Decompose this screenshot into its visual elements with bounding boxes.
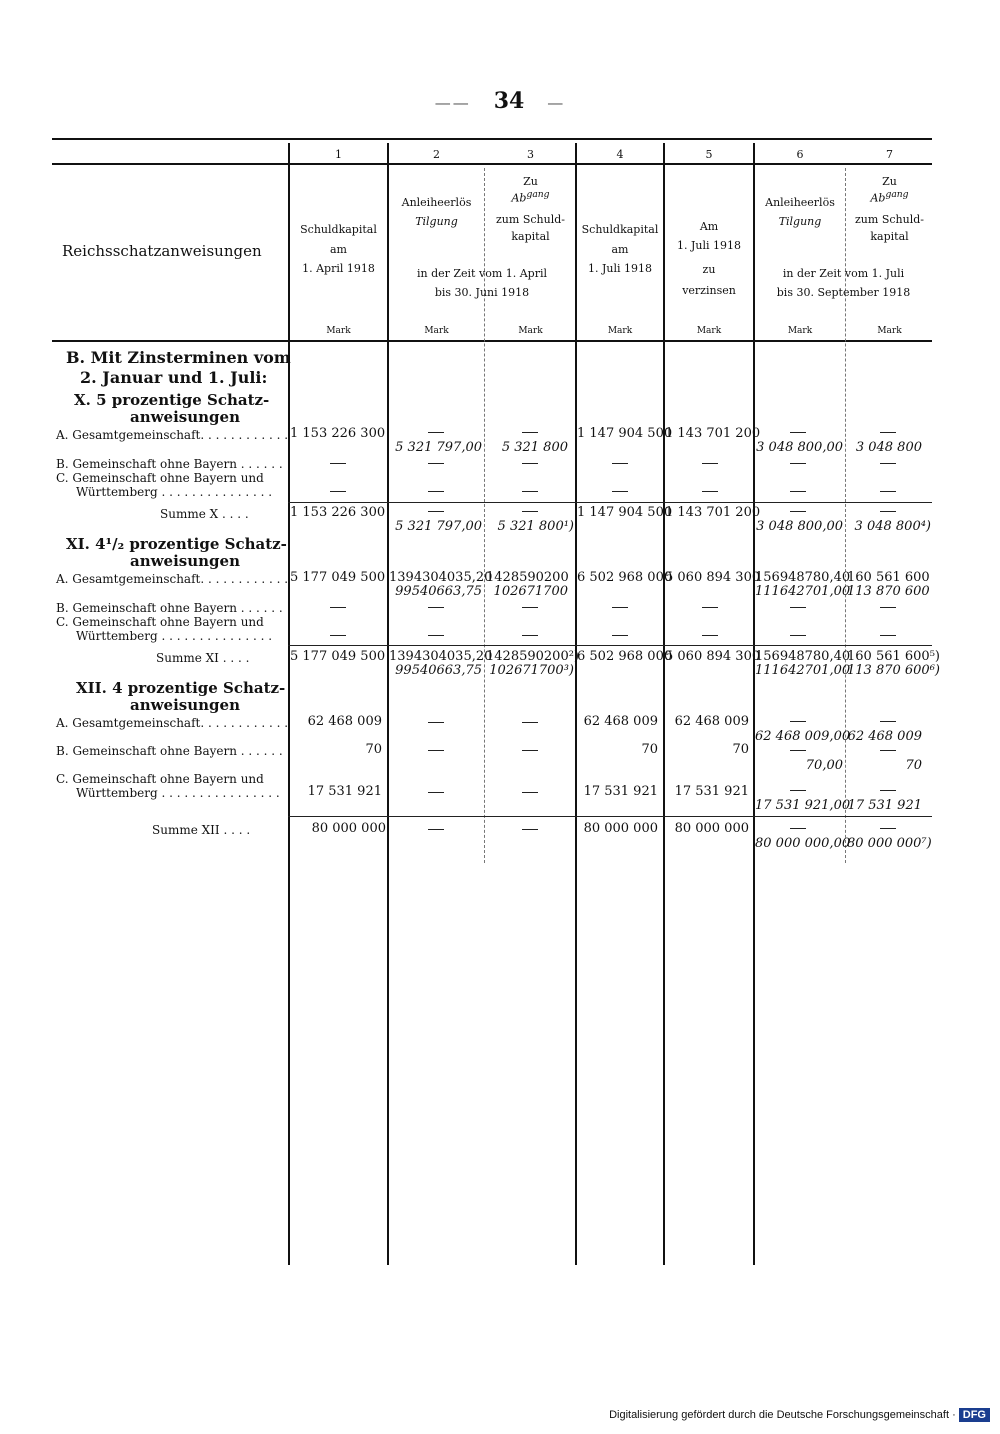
xii-sum-c1: 80 000 000 [311, 821, 386, 836]
xii-a-c6: 62 468 009,00 [755, 729, 851, 744]
unit-1: Mark [326, 326, 351, 336]
x-a-c4: 1 147 904 500 [577, 426, 673, 441]
xi-b-c1-dash [330, 607, 346, 608]
xii-sum-c6-dash [790, 828, 806, 829]
h5-l1: Am [699, 220, 719, 233]
unit-2: Mark [424, 326, 449, 336]
xii-a-c1: 62 468 009 [307, 714, 382, 729]
h1-l1: Schuldkapital [300, 223, 377, 236]
xi-c-c4-dash [612, 635, 628, 636]
unit-5: Mark [696, 326, 722, 336]
x-sum-c3: 5 321 800¹) [497, 519, 574, 534]
sec-xi-line1: XI. 4¹/₂ prozentige Schatz- [66, 535, 287, 553]
xii-c-c4: 17 531 921 [583, 784, 658, 799]
xi-b-c2-dash [428, 607, 444, 608]
col-num-7: 7 [886, 148, 893, 161]
x-sum-c1: 1 153 226 300 [290, 505, 386, 520]
col-rule-4 [575, 143, 577, 1265]
xi-a-c1: 5 177 049 500 [290, 570, 386, 585]
xi-c-c1-dash [330, 635, 346, 636]
xi-a-c3: 1428590200 [486, 570, 569, 585]
xii-a-c4: 62 468 009 [583, 714, 658, 729]
x-b-c4-dash [612, 463, 628, 464]
xi-label-c1: C. Gemeinschaft ohne Bayern und [56, 615, 264, 629]
xii-label-a: A. Gesamtgemeinschaft. . . . . . . . . . . . [56, 716, 289, 730]
x-c-c1-dash [330, 491, 346, 492]
xi-sum-c6: 156948780,40 [755, 649, 851, 664]
xi-sum-c2: 1394304035,20 [389, 649, 493, 664]
xi-sum-c3-bot: 102671700³) [489, 663, 574, 678]
x-sum-c6-dash [790, 511, 806, 512]
xi-c-c6-dash [790, 635, 806, 636]
xii-b-c6: 70,00 [805, 758, 843, 773]
xi-sum-c2-bot: 99540663,75 [395, 663, 482, 678]
h5-l4: verzinsen [682, 284, 736, 297]
x-b-c5-dash [702, 463, 718, 464]
h1-l2: am [330, 243, 347, 256]
xii-c-c5: 17 531 921 [674, 784, 749, 799]
x-a-c1: 1 153 226 300 [290, 426, 386, 441]
x-a-c3-dash [522, 432, 538, 433]
x-c-c4-dash [612, 491, 628, 492]
xii-b-c5: 70 [732, 742, 749, 757]
xi-a-c7: 160 561 600 [847, 570, 930, 585]
x-sum-c2: 5 321 797,00 [395, 519, 482, 534]
xi-a-c4: 6 502 968 000 [577, 570, 673, 585]
footer-text: Digitalisierung gefördert durch die Deutsche Forschungsgemeinschaft [609, 1409, 950, 1421]
xii-sum-c2-dash [428, 829, 444, 830]
x-a-c6-dash [790, 432, 806, 433]
xii-sum-c6: 80 000 000,00 [755, 836, 851, 851]
footer-credit: Digitalisierung gefördert durch die Deutsche Forschungsgemeinschaft · DFG [609, 1408, 990, 1422]
col-num-5: 5 [705, 148, 713, 161]
x-a-c7: 3 048 800 [855, 440, 922, 455]
x-c-c7-dash [880, 491, 896, 492]
x-c-c6-dash [790, 491, 806, 492]
x-label-c1: C. Gemeinschaft ohne Bayern und [56, 471, 264, 485]
h23-span-1: in der Zeit vom 1. April [416, 267, 548, 280]
xi-a-c5: 5 060 894 300 [665, 570, 761, 585]
h3-ab: $Ab^{gang}$ [511, 189, 550, 205]
x-c-c3-dash [522, 491, 538, 492]
section-b-line2: 2. Januar und 1. Juli: [80, 368, 268, 387]
col-rule-2 [387, 143, 389, 1265]
h3-l2: kapital [511, 230, 550, 243]
h7-l1: zum Schuld- [855, 213, 924, 226]
x-b-c3-dash [522, 463, 538, 464]
xii-label-c1: C. Gemeinschaft ohne Bayern und [56, 772, 264, 786]
xii-sum-c3-dash [522, 829, 538, 830]
h67-span-1: in der Zeit vom 1. Juli [782, 267, 905, 280]
sec-x-line1: X. 5 prozentige Schatz- [74, 391, 270, 409]
xii-a-c5: 62 468 009 [674, 714, 749, 729]
section-b-line1: B. Mit Zinsterminen vom [66, 348, 291, 367]
x-sum-rule [288, 502, 932, 503]
xii-label-b: B. Gemeinschaft ohne Bayern . . . . . . [56, 744, 283, 758]
xi-sum-rule [288, 645, 932, 646]
x-a-c2: 5 321 797,00 [395, 440, 482, 455]
xii-b-c6-dash [790, 750, 806, 751]
xi-b-c3-dash [522, 607, 538, 608]
xi-c-c7-dash [880, 635, 896, 636]
header-bottom-rule [52, 340, 932, 342]
col-num-1: 1 [335, 148, 342, 161]
xi-label-b: B. Gemeinschaft ohne Bayern . . . . . . [56, 601, 283, 615]
h5-l2: 1. Juli 1918 [676, 239, 741, 252]
xi-c-c3-dash [522, 635, 538, 636]
h6-l1: Anleiheerlös [765, 196, 835, 209]
col-num-4: 4 [616, 148, 624, 161]
h2-l2: Tilgung [415, 215, 458, 228]
xii-c-c7: 17 531 921 [847, 798, 922, 813]
h4-l2: am [611, 243, 629, 256]
xii-label-c2: Württemberg . . . . . . . . . . . . . . . . [76, 786, 280, 800]
col-num-6: 6 [796, 148, 804, 161]
h3-zu: Zu [523, 175, 538, 188]
h7-zu: Zu [882, 175, 897, 188]
xi-a-c3-bot: 102671700 [493, 584, 568, 599]
col-num-3: 3 [527, 148, 534, 161]
xii-c-c7-dash [880, 790, 896, 791]
col-num-2: 2 [433, 148, 440, 161]
xii-sum-c5: 80 000 000 [674, 821, 749, 836]
xi-sum-label: Summe XI . . . . [156, 651, 250, 665]
xi-b-c5-dash [702, 607, 718, 608]
xi-a-c6: 156948780,40 [755, 570, 851, 585]
sec-xi-line2: anweisungen [130, 552, 240, 570]
xi-sum-c1: 5 177 049 500 [290, 649, 386, 664]
xi-label-c2: Württemberg . . . . . . . . . . . . . . . [76, 629, 273, 643]
x-sum-c6: 3 048 800,00 [756, 519, 843, 534]
xi-sum-c4: 6 502 968 000 [577, 649, 673, 664]
x-a-c5: 1 143 701 200 [665, 426, 761, 441]
page-dash-right: — [547, 93, 566, 112]
xi-b-c6-dash [790, 607, 806, 608]
xii-c-c1: 17 531 921 [307, 784, 382, 799]
x-b-c6-dash [790, 463, 806, 464]
h3-l1: zum Schuld- [496, 213, 565, 226]
h23-span-2: bis 30. Juni 1918 [434, 286, 530, 299]
xii-b-c2-dash [428, 750, 444, 751]
unit-6: Mark [787, 326, 813, 336]
xi-a-c2: 1394304035,20 [389, 570, 493, 585]
xii-a-c6-dash [790, 721, 806, 722]
col-rule-1 [288, 143, 290, 1265]
xii-b-c3-dash [522, 750, 538, 751]
xii-b-c4: 70 [641, 742, 658, 757]
page-dash-left: — [434, 93, 453, 112]
x-b-c2-dash [428, 463, 444, 464]
xii-sum-c4: 80 000 000 [583, 821, 658, 836]
x-c-c5-dash [702, 491, 718, 492]
h7-l2: kapital [870, 230, 909, 243]
h4-l1: Schuldkapital [581, 223, 659, 236]
xii-b-c7-dash [880, 750, 896, 751]
xii-sum-rule [288, 816, 932, 817]
xi-b-c4-dash [612, 607, 628, 608]
x-label-b: B. Gemeinschaft ohne Bayern . . . . . . [56, 457, 283, 471]
xi-sum-c7: 160 561 600⁵) [847, 649, 940, 664]
sec-xii-line2: anweisungen [130, 696, 240, 714]
header-label: Reichsschatzanweisungen [62, 242, 262, 260]
h6-l2: Tilgung [778, 215, 822, 228]
h1-l3: 1. April 1918 [302, 262, 375, 275]
xii-b-c7: 70 [905, 758, 922, 773]
xii-c-c6: 17 531 921,00 [755, 798, 851, 813]
xi-sum-c7-bot: 113 870 600⁶) [847, 663, 940, 678]
xi-a-c2-bot: 99540663,75 [395, 584, 482, 599]
sec-x-line2: anweisungen [130, 408, 240, 426]
x-a-c2-dash [428, 432, 444, 433]
x-b-c7-dash [880, 463, 896, 464]
xii-b-c1: 70 [365, 742, 382, 757]
xii-a-c3-dash [522, 722, 538, 723]
xi-a-c6-bot: 111642701,00 [755, 584, 851, 599]
xi-a-c7-bot: 113 870 600 [847, 584, 930, 599]
x-sum-c3-dash [522, 511, 538, 512]
unit-4: Mark [607, 326, 633, 336]
h7-ab: $Ab^{gang}$ [870, 189, 909, 205]
x-sum-c5: 1 143 701 200 [665, 505, 761, 520]
page-number-line: —— 34 — [434, 88, 566, 114]
xii-sum-c7: 80 000 000⁷) [847, 836, 932, 851]
unit-7: Mark [877, 326, 902, 336]
h2-l1: Anleiheerlös [401, 196, 472, 209]
x-sum-c4: 1 147 904 500 [577, 505, 673, 520]
col-number-rule [52, 163, 932, 165]
xi-c-c5-dash [702, 635, 718, 636]
col-rule-5 [663, 143, 665, 1265]
xi-sum-c6-bot: 111642701,00 [755, 663, 851, 678]
x-a-c3: 5 321 800 [501, 440, 568, 455]
unit-3: Mark [518, 326, 543, 336]
xii-c-c2-dash [428, 792, 444, 793]
x-b-c1-dash [330, 463, 346, 464]
xii-sum-c7-dash [880, 828, 896, 829]
xii-c-c3-dash [522, 792, 538, 793]
x-a-c6: 3 048 800,00 [756, 440, 843, 455]
h4-l3: 1. Juli 1918 [587, 262, 652, 275]
xii-a-c7: 62 468 009 [847, 729, 922, 744]
x-sum-c2-dash [428, 511, 444, 512]
xi-b-c7-dash [880, 607, 896, 608]
xi-label-a: A. Gesamtgemeinschaft. . . . . . . . . . . . [56, 572, 289, 586]
xii-c-c6-dash [790, 790, 806, 791]
sec-xii-line1: XII. 4 prozentige Schatz- [76, 679, 286, 697]
x-label-a: A. Gesamtgemeinschaft. . . . . . . . . . . . [56, 428, 289, 442]
table-top-rule [52, 138, 932, 140]
dfg-logo: DFG [959, 1408, 990, 1422]
h67-span-2: bis 30. September 1918 [776, 286, 911, 299]
col-rule-6 [753, 143, 755, 1265]
x-label-c2: Württemberg . . . . . . . . . . . . . . . [76, 485, 273, 499]
xii-a-c7-dash [880, 721, 896, 722]
x-sum-label: Summe X . . . . [160, 507, 249, 521]
x-sum-c7-dash [880, 511, 896, 512]
xii-a-c2-dash [428, 722, 444, 723]
x-a-c7-dash [880, 432, 896, 433]
xi-sum-c3: 1428590200²) [486, 649, 579, 664]
x-sum-c7: 3 048 800⁴) [854, 519, 931, 534]
h5-l3: zu [702, 263, 716, 276]
xi-c-c2-dash [428, 635, 444, 636]
xi-sum-c5: 5 060 894 300 [665, 649, 761, 664]
page-number: 34 [493, 88, 525, 114]
xii-sum-label: Summe XII . . . . [152, 823, 251, 837]
x-c-c2-dash [428, 491, 444, 492]
